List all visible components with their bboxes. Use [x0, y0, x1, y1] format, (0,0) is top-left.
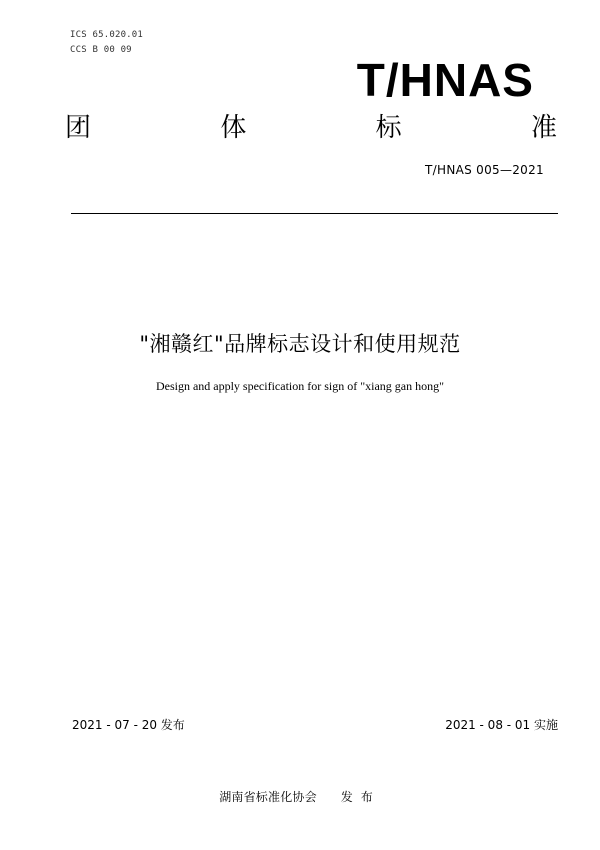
- document-title-chinese: "湘赣红"品牌标志设计和使用规范: [139, 332, 461, 356]
- publisher-action: 发布: [340, 790, 381, 804]
- standard-type-char: 标: [375, 113, 402, 143]
- standard-type-char: 准: [530, 113, 557, 143]
- standard-logo: T/HNAS: [356, 54, 534, 106]
- publisher-organization: 湖南省标准化协会: [219, 790, 317, 804]
- standard-type: [65, 113, 557, 143]
- implementation-date: 2021 - 08 - 01 实施: [445, 718, 558, 732]
- issue-date: 2021 - 07 - 20 发布: [72, 718, 185, 732]
- publisher: [0, 788, 600, 805]
- ccs-code: CCS B 00 09: [70, 45, 132, 55]
- standard-type-char: 团: [65, 113, 92, 143]
- document-title-english: Design and apply specification for sign of "xiang gan hong": [155, 379, 445, 393]
- ics-code: ICS 65.020.01: [70, 30, 144, 40]
- standard-type-char: 体: [220, 113, 247, 143]
- header-divider: [71, 213, 558, 214]
- standard-number: T/HNAS 005—2021: [425, 163, 544, 177]
